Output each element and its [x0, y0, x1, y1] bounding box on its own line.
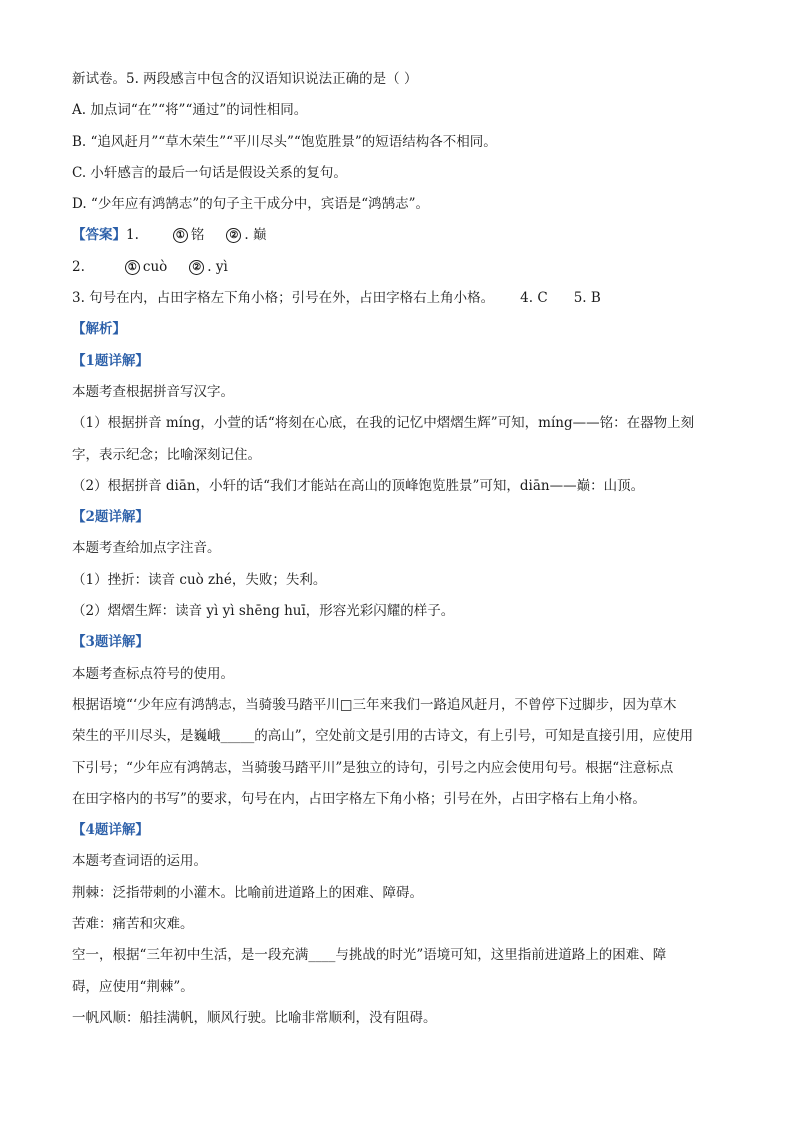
answer-label: 【答案】: [72, 227, 126, 244]
answer-q3: 3. 句号在内，占田字格左下角小格；引号在外，占田字格右上角小格。: [72, 290, 495, 307]
answer-q1-a: 铭: [190, 227, 205, 244]
option-b: B. “追风赶月”“草木荣生”“平川尽头”“饱览胜景”的短语结构各不相同。: [72, 133, 497, 150]
section-1-heading: 【1题详解】: [72, 352, 149, 369]
answer-line-3: [72, 283, 724, 314]
section-3-line: 下引号；“少年应有鸿鹄志，当骑骏马踏平川”是独立的诗句，引号之内应会使用句号。根据“注意标点: [72, 759, 674, 776]
section-1-line: （1）根据拼音 míng，小萱的话“将刻在心底，在我的记忆中熠熠生辉”可知，míng——铭：在器物上刻: [72, 415, 695, 432]
section-1-line: 字，表示纪念；比喻深刻记住。: [72, 446, 261, 463]
section-4-heading: 【4题详解】: [72, 822, 149, 839]
answer-q1-b: . 巅: [244, 227, 267, 244]
section-2-heading: 【2题详解】: [72, 509, 149, 526]
answer-q5: 5. B: [573, 290, 601, 307]
section-2-line: （2）熠熠生辉：读音 yì yì shēng huī，形容光彩闪耀的样子。: [72, 603, 455, 620]
section-2-line: 本题考查给加点字注音。: [72, 540, 221, 557]
answer-q2-b: . yì: [207, 258, 228, 275]
circle-mark-3: ①: [125, 260, 140, 275]
section-2-line: （1）挫折：读音 cuò zhé，失败；失利。: [72, 571, 327, 588]
analysis-label: 【解析】: [72, 321, 126, 338]
question-5-stem: 新试卷。5. 两段感言中包含的汉语知识说法正确的是（ ）: [72, 71, 418, 87]
section-3-line: 本题考查标点符号的使用。: [72, 665, 234, 682]
section-3-line: 在田字格内的书写”的要求，句号在内，占田字格左下角小格；引号在外，占田字格右上角小格。: [72, 790, 646, 807]
section-4-line: 本题考查词语的运用。: [72, 853, 207, 870]
option-d: D. “少年应有鸿鹄志”的句子主干成分中，宾语是“鸿鹄志”。: [72, 196, 430, 213]
answer-line-2: [72, 252, 724, 283]
option-a: A. 加点词“在”“将”“通过”的词性相同。: [72, 102, 308, 119]
section-1-line: 本题考查根据拼音写汉字。: [72, 383, 234, 400]
option-c: C. 小轩感言的最后一句话是假设关系的复句。: [72, 164, 347, 181]
circle-mark-2: ②: [226, 228, 241, 243]
section-1-line: （2）根据拼音 diān，小轩的话“我们才能站在高山的顶峰饱览胜景”可知，diān——巅：山顶。: [72, 477, 645, 494]
answer-q2-number: 2.: [72, 258, 85, 275]
answer-line-1: [72, 220, 724, 251]
section-4-line: 苦难：痛苦和灾难。: [72, 916, 194, 933]
section-4-line: 一帆风顺：船挂满帆，顺风行驶。比喻非常顺利，没有阻碍。: [72, 1009, 437, 1026]
section-4-line: 荆棘：泛指带刺的小灌木。比喻前进道路上的困难、障碍。: [72, 884, 423, 901]
section-4-line: 碍，应使用“荆棘”。: [72, 978, 194, 995]
section-3-heading: 【3题详解】: [72, 634, 149, 651]
answer-q1-number: 1.: [126, 227, 139, 244]
circle-mark-1: ①: [173, 228, 188, 243]
section-3-line: 荣生的平川尽头，是巍峨_____的高山”，空处前文是引用的古诗文，有上引号，可知是直接引用，应使用: [72, 728, 694, 745]
section-4-line: 空一，根据“三年初中生活，是一段充满____与挑战的时光”语境可知，这里指前进道路上的困难、障: [72, 947, 667, 964]
circle-mark-4: ②: [189, 260, 204, 275]
section-3-line: 根据语境“‘少年应有鸿鹄志，当骑骏马踏平川□三年来我们一路追风赶月，不曾停下过脚步，因为草木: [72, 696, 677, 713]
answer-q4: 4. C: [520, 290, 548, 307]
answer-q2-a: cuò: [142, 258, 168, 275]
